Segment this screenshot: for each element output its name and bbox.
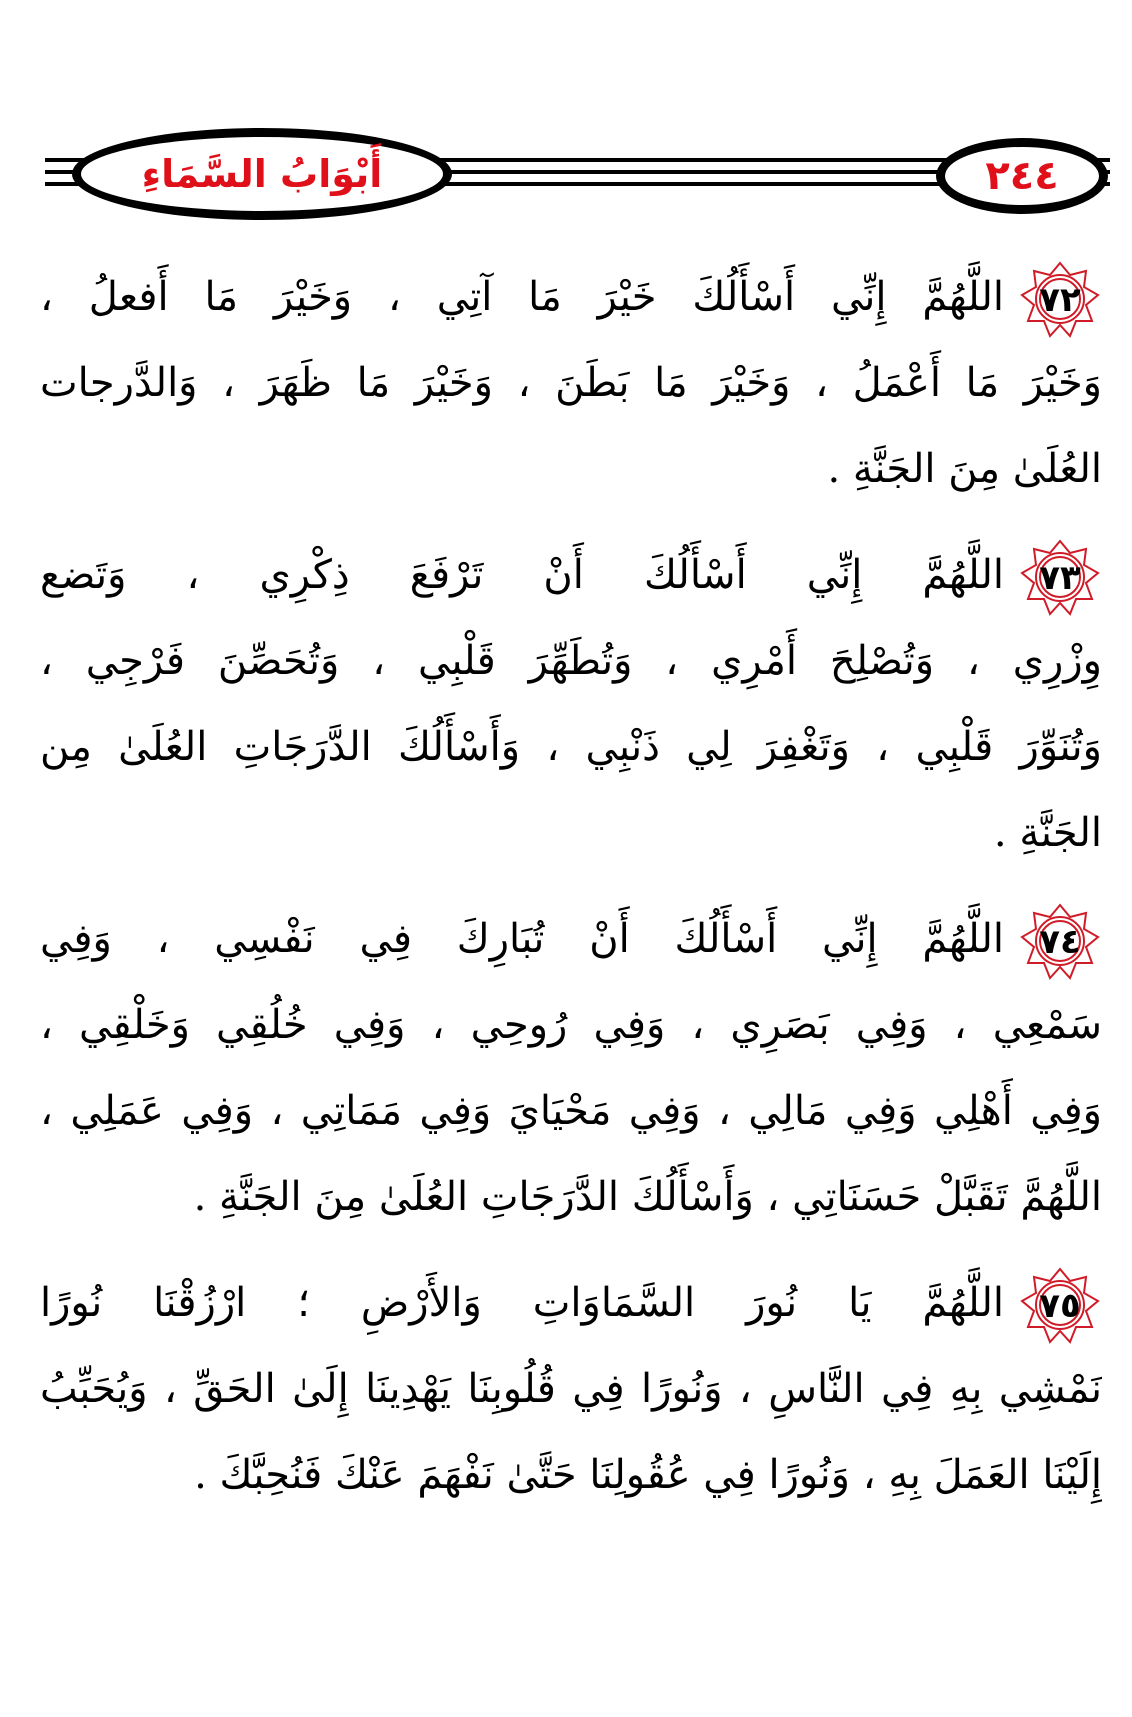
paragraph-number-badge: ٧٥ — [1018, 1267, 1102, 1345]
dua-paragraph — [40, 896, 1102, 1240]
paragraph-number-badge: ٧٣ — [1018, 539, 1102, 617]
page-header — [0, 118, 1132, 228]
text-line: وَفِي أَهْلِي وَفِي مَالِي ، وَفِي مَحْيَايَ وَفِي مَمَاتِي ، وَفِي عَمَلِي ، — [40, 1088, 1102, 1134]
chapter-title: أَبْوَابُ السَّمَاءِ — [141, 152, 383, 196]
text-line: ٧٥ اللَّهُمَّ يَا نُورَ السَّمَاوَاتِ وَالأَرْضِ ؛ ارْزُقْنَا نُورًا — [40, 1260, 1102, 1346]
chapter-title-frame — [72, 128, 452, 220]
text-line: ٧٤ اللَّهُمَّ إِنِّي أَسْأَلُكَ أَنْ تُبَارِكَ فِي نَفْسِي ، وَفِي — [40, 896, 1102, 982]
text-line: وَخَيْرَ مَا أَعْمَلُ ، وَخَيْرَ مَا بَطَنَ ، وَخَيْرَ مَا ظَهَرَ ، وَالدَّرجات — [40, 360, 1102, 406]
paragraph-number-badge: ٧٢ — [1018, 261, 1102, 339]
page-number-frame — [936, 138, 1108, 214]
paragraph-number-badge: ٧٤ — [1018, 903, 1102, 981]
text-line: الجَنَّةِ . — [993, 810, 1102, 856]
dua-paragraph — [40, 532, 1102, 876]
dua-paragraph — [40, 254, 1102, 512]
text-line: العُلَىٰ مِنَ الجَنَّةِ . — [827, 446, 1102, 492]
text-line: ٧٢ اللَّهُمَّ إِنِّي أَسْأَلُكَ خَيْرَ مَا آتِي ، وَخَيْرَ مَا أَفعلُ ، — [40, 254, 1102, 340]
text-line: سَمْعِي ، وَفِي بَصَرِي ، وَفِي رُوحِي ، وَفِي خُلُقِي وَخَلْقِي ، — [40, 1002, 1102, 1048]
text-line: وِزْرِي ، وَتُصْلِحَ أَمْرِي ، وَتُطَهِّرَ قَلْبِي ، وَتُحَصِّنَ فَرْجِي ، — [40, 638, 1102, 684]
text-line: إِلَيْنَا العَمَلَ بِهِ ، وَنُورًا فِي عُقُولِنَا حَتَّىٰ نَفْهَمَ عَنْكَ فَنُحِبَّكَ . — [194, 1452, 1102, 1498]
text-line: اللَّهُمَّ تَقَبَّلْ حَسَنَاتِي ، وَأَسْأَلُكَ الدَّرَجَاتِ العُلَىٰ مِنَ الجَنَّةِ . — [193, 1174, 1102, 1220]
page-body — [40, 254, 1102, 1538]
text-line: ٧٣ اللَّهُمَّ إِنِّي أَسْأَلُكَ أَنْ تَرْفَعَ ذِكْرِي ، وَتَضع — [40, 532, 1102, 618]
text-line: وَتُنَوِّرَ قَلْبِي ، وَتَغْفِرَ لِي ذَنْبِي ، وَأَسْأَلُكَ الدَّرَجَاتِ العُلَىٰ مِن — [40, 724, 1102, 770]
text-line: نَمْشِي بِهِ فِي النَّاسِ ، وَنُورًا فِي قُلُوبِنَا يَهْدِينَا إِلَىٰ الحَقِّ ، وَيُحَبِّبُ — [40, 1366, 1102, 1412]
page-number: ٢٤٤ — [985, 153, 1059, 199]
dua-paragraph — [40, 1260, 1102, 1518]
